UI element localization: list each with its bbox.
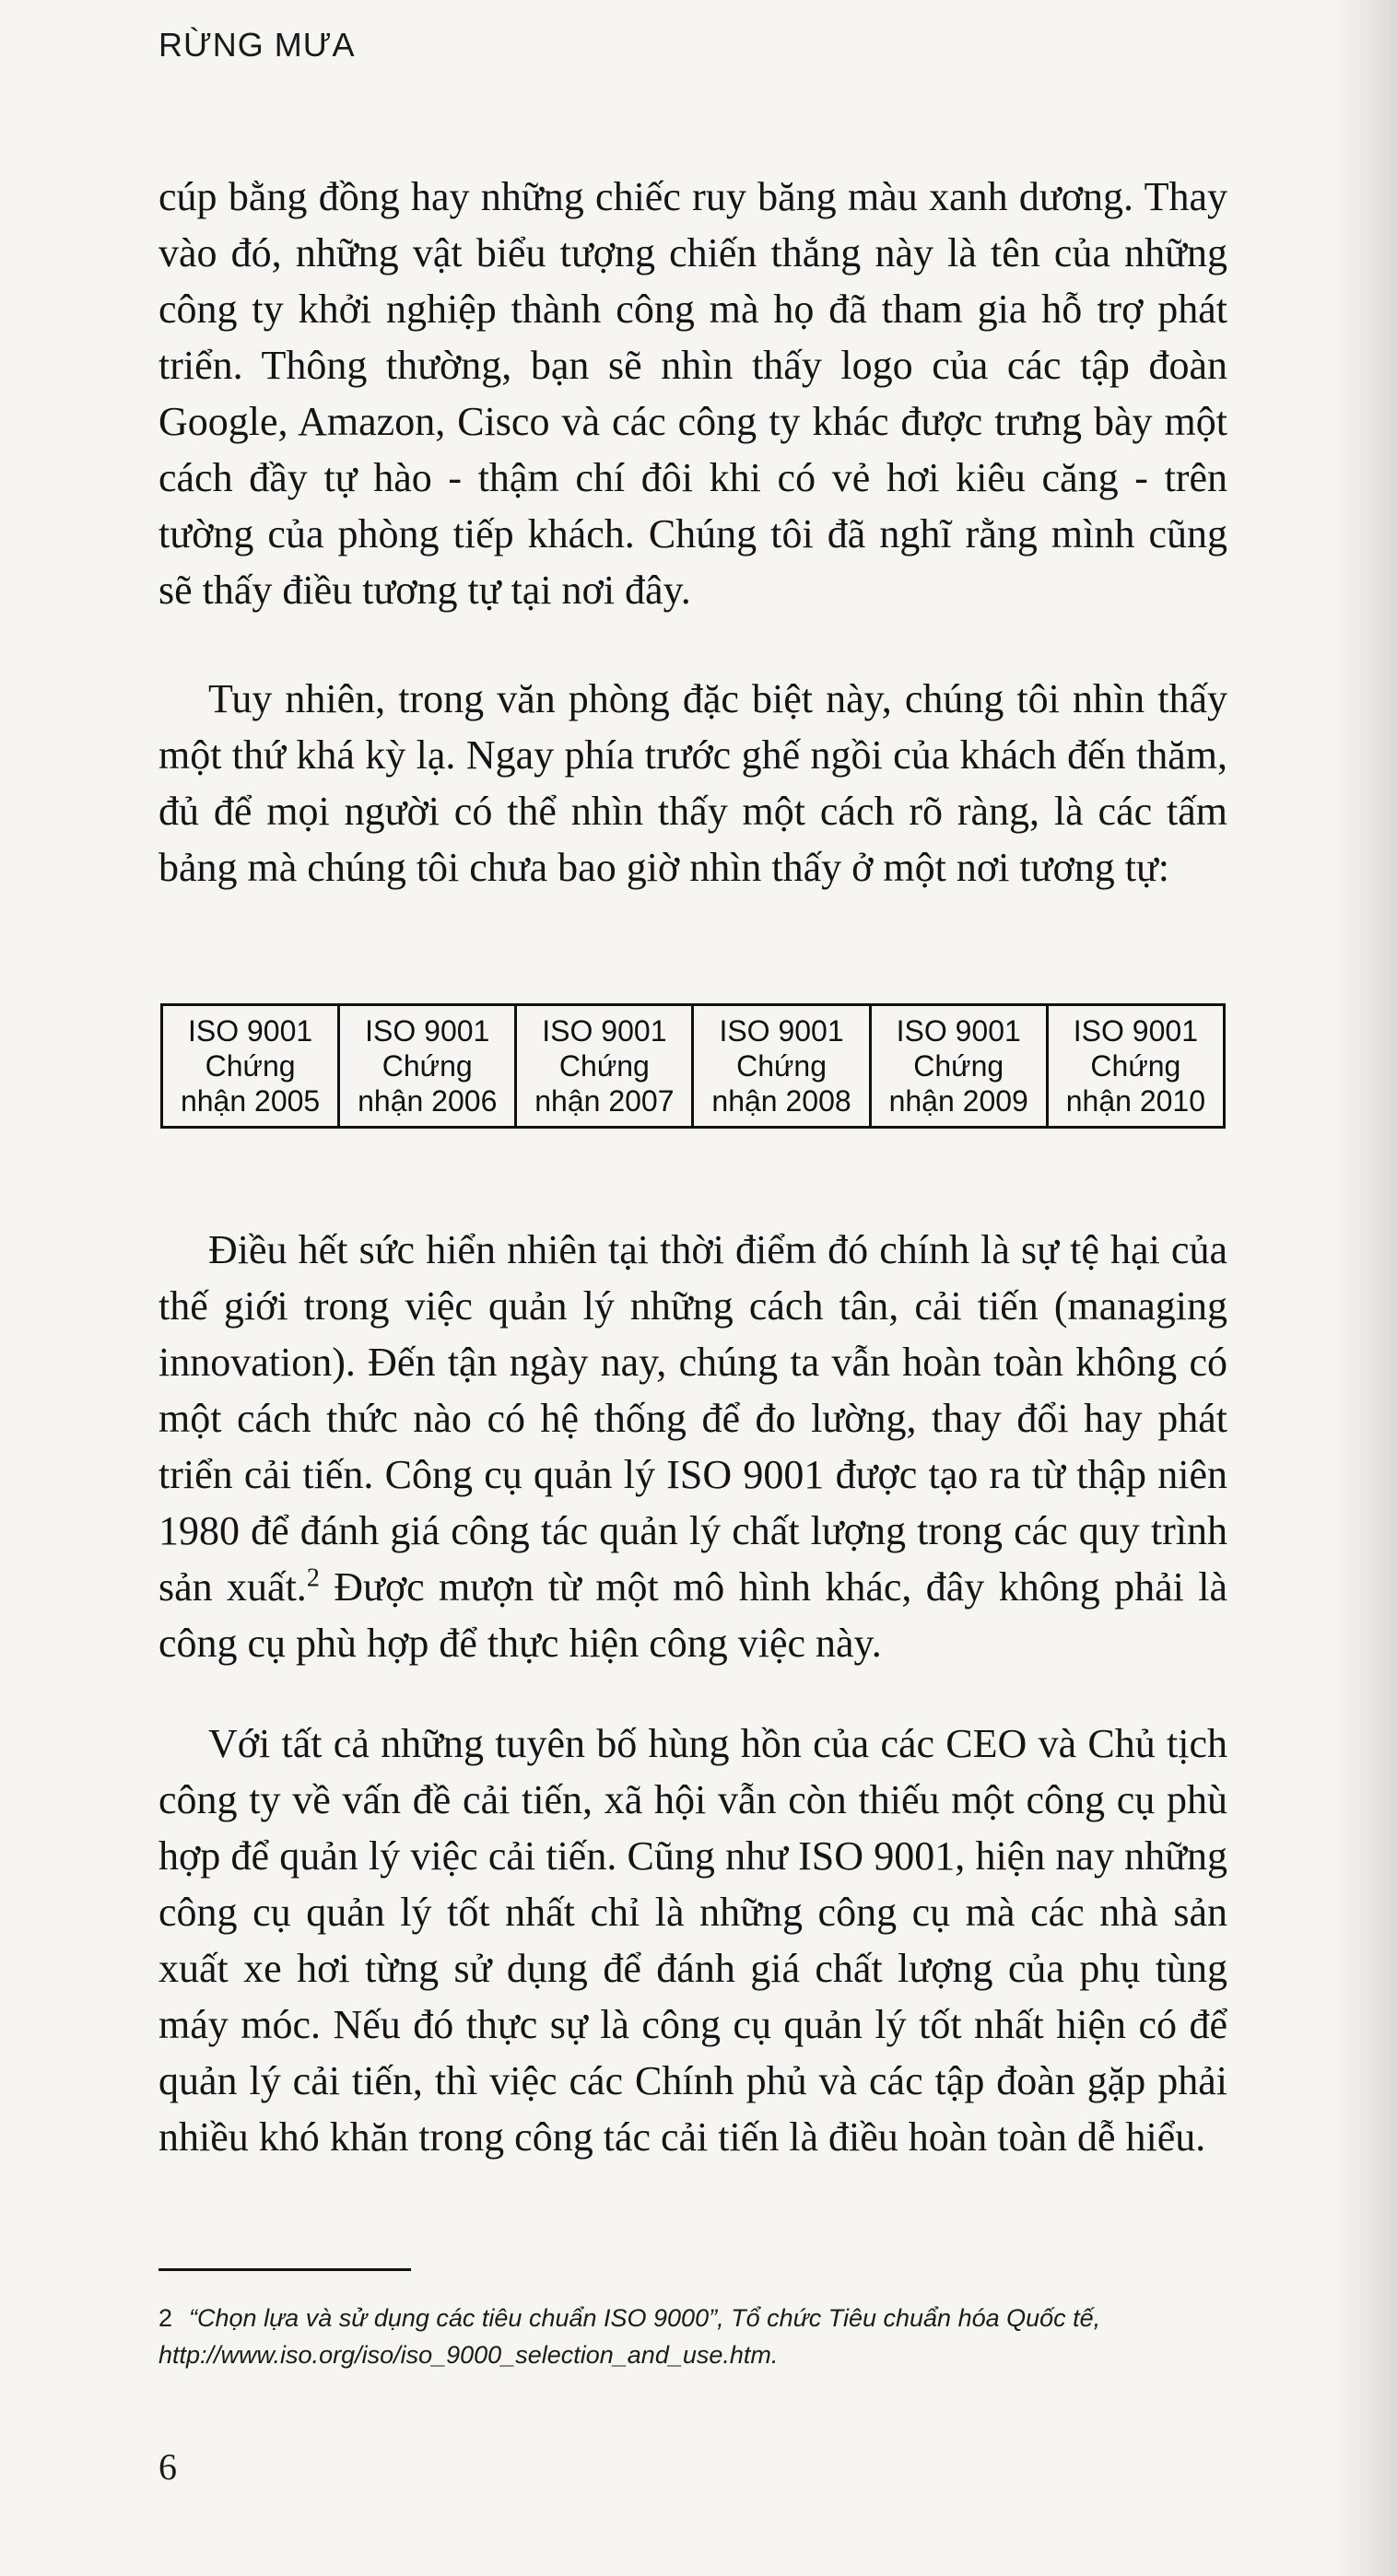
cell-standard: ISO 9001 (1073, 1014, 1198, 1048)
table-cell-2009 (870, 1005, 1047, 1128)
cell-year: 2010 (1139, 1084, 1206, 1118)
cell-year: 2007 (608, 1084, 675, 1118)
cell-year: 2008 (785, 1084, 851, 1118)
table-cell-2008 (693, 1005, 870, 1128)
paragraph-3-text-a: Điều hết sức hiển nhiên tại thời điểm đó chính là sự tệ hại của thế giới trong việc quản lý những cách tân, cải tiến (managing innovation). Đến tận ngày nay, chúng ta vẫn hoàn toàn không có một cách thức nào có hệ thống để đo lường, thay đổi hay phát triển cải tiến. Công cụ quản lý ISO 9001 được tạo ra từ thập niên 1980 để đánh giá công tác quản lý chất lượng trong các quy trình sản xuất. (158, 1227, 1227, 1610)
footnote-divider (158, 2268, 411, 2271)
paragraph-4: Với tất cả những tuyên bố hùng hồn của các CEO và Chủ tịch công ty về vấn đề cải tiến, xã hội vẫn còn thiếu một công cụ phù hợp để quản lý việc cải tiến. Cũng như ISO 9001, hiện nay những công cụ quản lý tốt nhất chỉ là những công cụ mà các nhà sản xuất xe hơi từng sử dụng để đánh giá chất lượng của phụ tùng máy móc. Nếu đó thực sự là công cụ quản lý tốt nhất hiện có để quản lý cải tiến, thì việc các Chính phủ và các tập đoàn gặp phải nhiều khó khăn trong công tác cải tiến là điều hoàn toàn dễ hiểu. (158, 1721, 1227, 2160)
cell-word-1: Chứng (913, 1049, 1004, 1083)
paragraph-2: Tuy nhiên, trong văn phòng đặc biệt này, chúng tôi nhìn thấy một thứ khá kỳ lạ. Ngay phía trước ghế ngồi của khách đến thăm, đủ để mọi người có thể nhìn thấy một cách rõ ràng, là các tấm bảng mà chúng tôi chưa bao giờ nhìn thấy ở một nơi tương tự: (158, 676, 1227, 890)
cell-word-2: nhận (1065, 1084, 1132, 1118)
table-cell-2010 (1047, 1005, 1224, 1128)
cell-year: 2005 (254, 1084, 321, 1118)
cell-word-1: Chứng (205, 1049, 296, 1083)
footnote (158, 2300, 1237, 2373)
cell-word-1: Chứng (736, 1049, 827, 1083)
table-cell-2006 (339, 1005, 516, 1128)
table-row (162, 1005, 1225, 1128)
iso-certificate-table (160, 1003, 1226, 1129)
cell-standard: ISO 9001 (896, 1014, 1021, 1048)
cell-word-2: nhận (888, 1084, 955, 1118)
cell-standard: ISO 9001 (542, 1014, 667, 1048)
cell-year: 2006 (431, 1084, 498, 1118)
footnote-number: 2 (158, 2304, 173, 2332)
footnote-text: “Chọn lựa và sử dụng các tiêu chuẩn ISO 9000”, Tổ chức Tiêu chuẩn hóa Quốc tế, http://www.iso.org/iso/iso_9000_selection_and_use.htm. (158, 2304, 1101, 2369)
page-number: 6 (158, 2446, 177, 2488)
cell-word-2: nhận (358, 1084, 424, 1118)
cell-word-1: Chứng (558, 1049, 650, 1083)
cell-word-2: nhận (180, 1084, 247, 1118)
paragraph-1: cúp bằng đồng hay những chiếc ruy băng màu xanh dương. Thay vào đó, những vật biểu tượng chiến thắng này là tên của những công ty khởi nghiệp thành công mà họ đã tham gia hỗ trợ phát triển. Thông thường, bạn sẽ nhìn thấy logo của các tập đoàn Google, Amazon, Cisco và các công ty khác được trưng bày một cách đầy tự hào - thậm chí đôi khi có vẻ hơi kiêu căng - trên tường của phòng tiếp khách. Chúng tôi đã nghĩ rằng mình cũng sẽ thấy điều tương tự tại nơi đây. (158, 174, 1227, 613)
cell-year: 2009 (962, 1084, 1028, 1118)
cell-word-1: Chứng (1090, 1049, 1181, 1083)
page-edge-shadow (1332, 0, 1397, 2576)
table-cell-2007 (516, 1005, 693, 1128)
cell-word-2: nhận (711, 1084, 778, 1118)
cell-word-2: nhận (534, 1084, 601, 1118)
running-head: RỪNG MƯA (158, 26, 356, 64)
table-cell-2005 (162, 1005, 339, 1128)
cell-standard: ISO 9001 (187, 1014, 313, 1048)
paragraph-3-text-b: Được mượn từ một mô hình khác, đây không phải là công cụ phù hợp để thực hiện công việc này. (158, 1564, 1228, 1666)
cell-standard: ISO 9001 (365, 1014, 490, 1048)
cell-word-1: Chứng (382, 1049, 473, 1083)
cell-standard: ISO 9001 (719, 1014, 844, 1048)
paragraph-3 (158, 1222, 1227, 1671)
footnote-reference: 2 (306, 1563, 320, 1593)
